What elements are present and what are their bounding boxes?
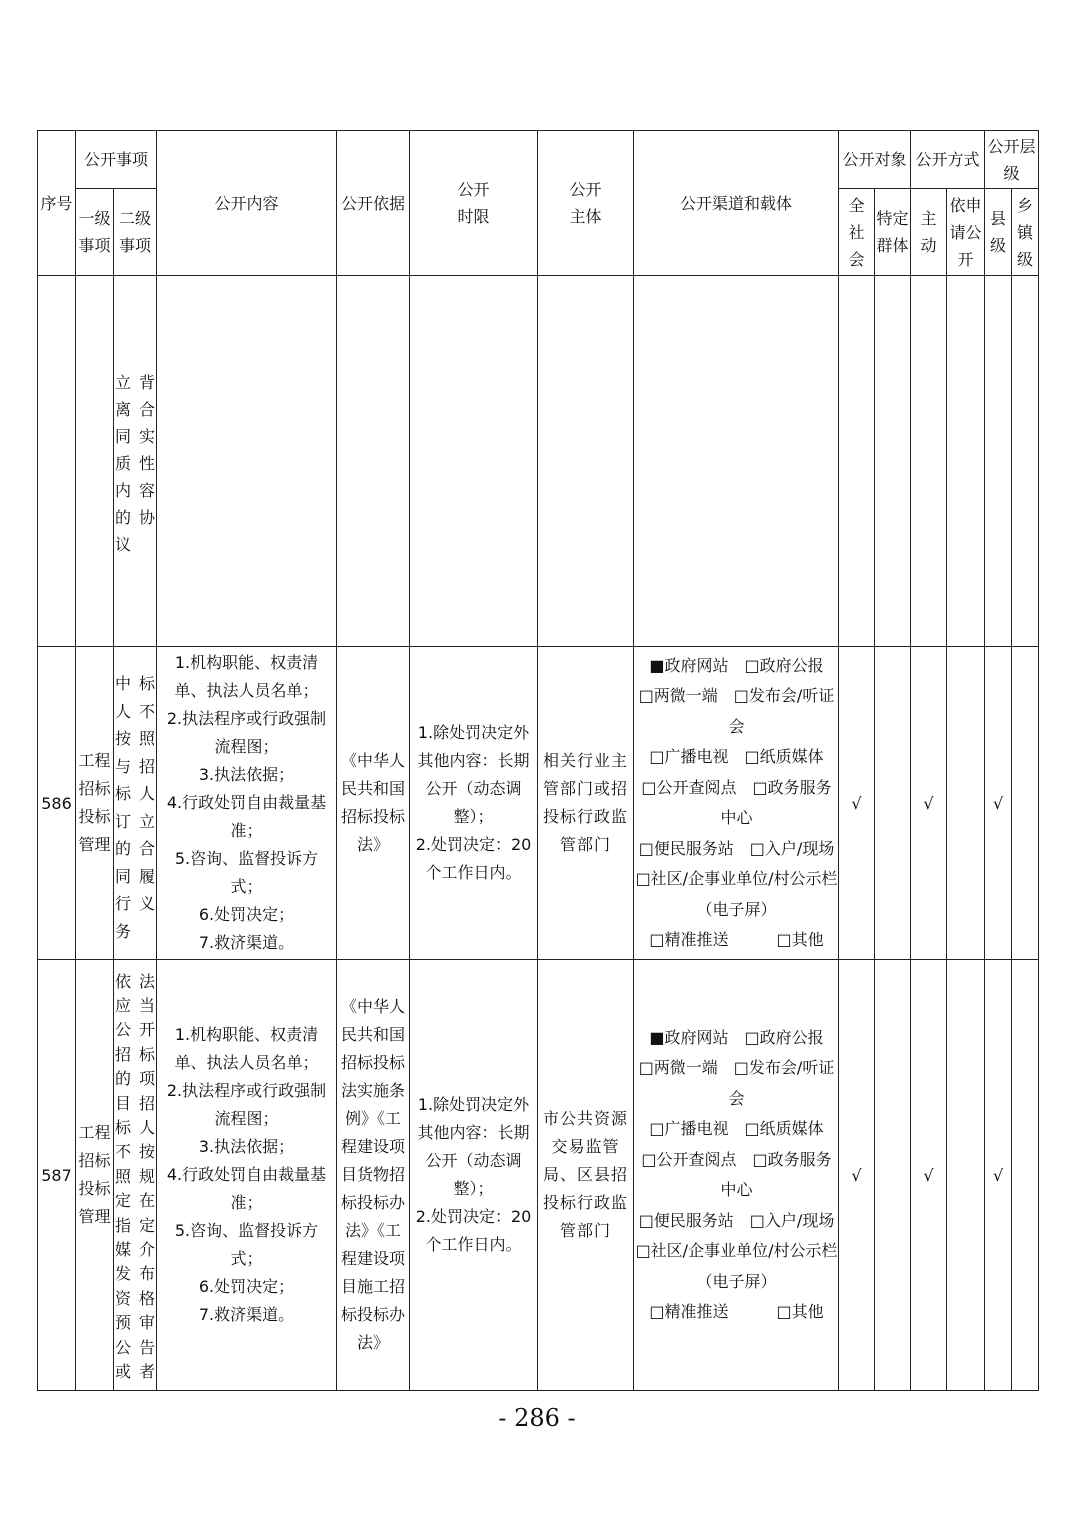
channel-item: □广播电视 □纸质媒体	[649, 747, 824, 766]
row-content-text: 1.机构职能、权责清单、执法人员名单； 2.执法程序或行政强制流程图； 3.执法依据； 4.行政处罚自由裁量基准； 5.咨询、监督投诉方式； 6.处罚决定； 7.救济渠道。	[166, 1025, 327, 1324]
channel-item: □广播电视 □纸质媒体	[649, 1119, 824, 1138]
header-level2: 二级 事项	[114, 189, 157, 276]
row-seq: 587	[38, 960, 76, 1391]
row-town	[1012, 647, 1039, 960]
channel-item: □精准推送 □其他	[649, 930, 824, 949]
table-row	[38, 276, 1039, 647]
row-specific	[875, 276, 911, 647]
row-level2	[114, 647, 157, 960]
row-county: √	[985, 647, 1012, 960]
row-content	[157, 276, 337, 647]
channel-item: □公开查阅点 □政务服务中心	[641, 1149, 832, 1199]
row-level2	[114, 960, 157, 1391]
row-content	[157, 647, 337, 960]
row-time-text: 1.除处罚决定外其他内容：长期公开（动态调整）； 2.处罚决定：20个工作日内。	[415, 1095, 532, 1254]
header-target-all: 全 社 会	[839, 189, 875, 276]
row-active: √	[911, 960, 947, 1391]
row-level2-col2: 背 合 实 性 容 协	[139, 372, 156, 527]
row-channel	[634, 276, 839, 647]
row-all	[839, 276, 875, 647]
header-time: 公开 时限	[410, 131, 538, 276]
row-subject	[538, 276, 634, 647]
row-level2-col1: 立 离 同 质 内 的 议	[115, 372, 132, 554]
header-target: 公开对象	[839, 131, 911, 189]
page-number: - 286 -	[498, 1404, 576, 1432]
header-seq: 序号	[38, 131, 76, 276]
row-town	[1012, 960, 1039, 1391]
row-request	[947, 960, 985, 1391]
header-level-county: 县 级	[985, 189, 1012, 276]
row-seq: 586	[38, 647, 76, 960]
header-method-active: 主 动	[911, 189, 947, 276]
header-method-request: 依申 请公 开	[947, 189, 985, 276]
header-channel: 公开渠道和载体	[634, 131, 839, 276]
channel-item: ■政府网站 □政府公报	[649, 655, 824, 675]
row-channel	[634, 960, 839, 1391]
row-channel-list	[634, 1023, 838, 1328]
disclosure-table	[37, 130, 1039, 1391]
row-seq	[38, 276, 76, 647]
channel-item: □两微一端 □发布会/听证会	[638, 686, 835, 736]
row-basis-text: 《中华人民共和国招标投标法》	[341, 751, 406, 854]
row-basis	[337, 960, 410, 1391]
row-time	[410, 647, 538, 960]
row-specific	[875, 960, 911, 1391]
row-time-text: 1.除处罚决定外其他内容：长期公开（动态调整）； 2.处罚决定：20个工作日内。	[415, 723, 532, 882]
table-row	[38, 647, 1039, 960]
row-content	[157, 960, 337, 1391]
channel-item: □公开查阅点 □政务服务中心	[641, 777, 832, 827]
row-subject	[538, 960, 634, 1391]
row-level2-col1: 依 应 公 招 的 目 标 不 照 定 指 媒 发 资 预 公 或	[115, 971, 132, 1382]
row-basis	[337, 276, 410, 647]
row-level1: 工程 招标 投标 管理	[76, 647, 114, 960]
row-level1	[76, 276, 114, 647]
row-level2	[114, 276, 157, 647]
row-basis-text: 《中华人民共和国招标投标法实施条例》《工程建设项目货物招标投标办法》《工程建设项目施工招标投标办法》	[341, 997, 406, 1352]
header-matter: 公开事项	[76, 131, 157, 189]
header-level: 公开层 级	[985, 131, 1039, 189]
channel-item: □社区/企事业单位/村公示栏（电子屏）	[635, 1241, 838, 1291]
row-basis	[337, 647, 410, 960]
row-time	[410, 276, 538, 647]
header-method: 公开方式	[911, 131, 985, 189]
channel-item: □精准推送 □其他	[649, 1302, 824, 1321]
row-channel-list	[634, 651, 838, 956]
row-subject-text: 相关行业主管部门或招投标行政监管部门	[543, 751, 629, 854]
channel-item: □社区/企事业单位/村公示栏（电子屏）	[635, 869, 838, 919]
row-level1: 工程 招标 投标 管理	[76, 960, 114, 1391]
row-subject-text: 市公共资源交易监管局、区县招投标行政监管部门	[543, 1109, 629, 1240]
row-county	[985, 276, 1012, 647]
header-level-town: 乡 镇 级	[1012, 189, 1039, 276]
row-active	[911, 276, 947, 647]
row-level2-col2: 标 不 照 招 人 立 合 履 义	[139, 674, 156, 913]
row-county: √	[985, 960, 1012, 1391]
channel-item: □两微一端 □发布会/听证会	[638, 1058, 835, 1108]
row-town	[1012, 276, 1039, 647]
row-active: √	[911, 647, 947, 960]
row-request	[947, 276, 985, 647]
channel-item: □便民服务站 □入户/现场	[638, 1210, 835, 1230]
header-subject: 公开 主体	[538, 131, 634, 276]
row-channel	[634, 647, 839, 960]
channel-item: □便民服务站 □入户/现场	[638, 838, 835, 858]
header-basis: 公开依据	[337, 131, 410, 276]
header-level1: 一级 事项	[76, 189, 114, 276]
row-request	[947, 647, 985, 960]
header-target-specific: 特定 群体	[875, 189, 911, 276]
row-time	[410, 960, 538, 1391]
row-all: √	[839, 647, 875, 960]
row-level2-col2: 法 当 开 标 项 招 人 按 规 在 定 介 布 格 审 告 者	[139, 971, 156, 1382]
channel-item: ■政府网站 □政府公报	[649, 1027, 824, 1047]
row-level2-col1: 中 人 按 与 标 订 的 同 行 务	[115, 674, 132, 941]
row-subject	[538, 647, 634, 960]
row-all: √	[839, 960, 875, 1391]
header-content: 公开内容	[157, 131, 337, 276]
row-content-text: 1.机构职能、权责清单、执法人员名单； 2.执法程序或行政强制流程图； 3.执法依据； 4.行政处罚自由裁量基准； 5.咨询、监督投诉方式； 6.处罚决定； 7.救济渠道。	[166, 653, 327, 952]
row-specific	[875, 647, 911, 960]
table-row	[38, 960, 1039, 1391]
